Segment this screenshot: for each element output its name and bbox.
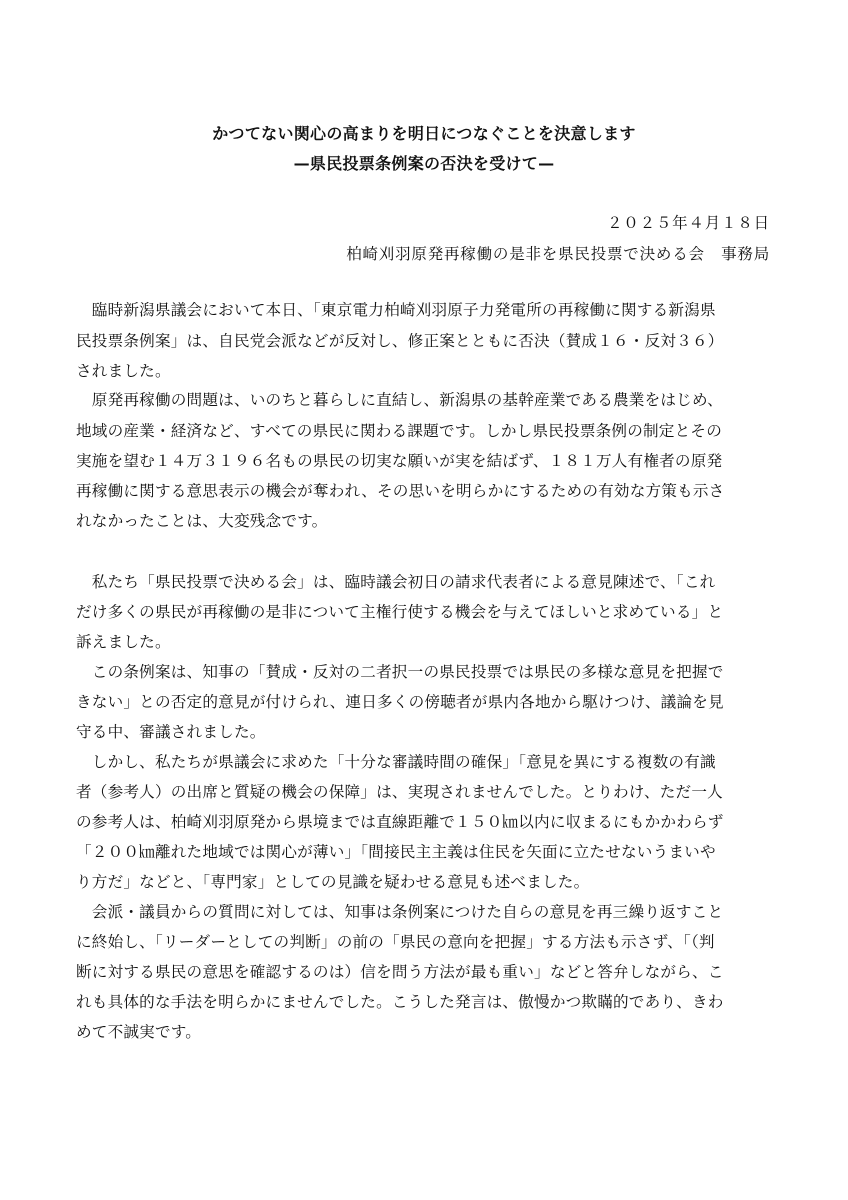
body-line: 地域の産業・経済など、すべての県民に関わる課題です。しかし県民投票条例の制定とその bbox=[76, 422, 722, 440]
body-line: 臨時新潟県議会において本日、「東京電力柏崎刈羽原子力発電所の再稼働に関する新潟県 bbox=[76, 301, 716, 319]
body-line: に終始し、「リーダーとしての判断」の前の「県民の意向を把握」する方法も示さず、「（判 bbox=[76, 933, 715, 951]
body-line: の参考人は、柏崎刈羽原発から県境までは直線距離で１５０㎞以内に収まるにもかかわらず bbox=[76, 813, 724, 831]
document-subtitle: —県民投票条例案の否決を受けて— bbox=[293, 154, 555, 173]
body-line: 守る中、審議されました。 bbox=[76, 723, 266, 741]
body-line: 訴えました。 bbox=[76, 633, 171, 651]
body-line: 断に対する県民の意思を確認するのは）信を問う方法が最も重い」などと答弁しながら、こ bbox=[76, 963, 724, 981]
body-line: 会派・議員からの質問に対しては、知事は条例案につけた自らの意見を再三繰り返すこと bbox=[76, 903, 724, 921]
document-date: ２０２５年４月１８日 bbox=[606, 214, 770, 232]
body-line: 再稼働に関する意思表示の機会が奪われ、その思いを明らかにするための有効な方策も示さ bbox=[76, 482, 725, 500]
body-line: 私たち「県民投票で決める会」は、臨時議会初日の請求代表者による意見陳述で、「これ bbox=[76, 573, 716, 591]
body-line: めて不誠実です。 bbox=[76, 1023, 202, 1041]
document-title: かつてない関心の高まりを明日につなぐことを決意します bbox=[212, 124, 636, 143]
body-line: れなかったことは、大変残念です。 bbox=[76, 512, 328, 530]
body-line: 者（参考人）の出席と質疑の機会の保障」は、実現されませんでした。とりわけ、ただ一人 bbox=[76, 783, 723, 801]
body-line: だけ多くの県民が再稼働の是非について主権行使する機会を与えてほしいと求めている」と bbox=[76, 603, 724, 621]
body-line: されました。 bbox=[76, 362, 171, 380]
body-line: この条例案は、知事の「賛成・反対の二者択一の県民投票では県民の多様な意見を把握で bbox=[76, 663, 724, 681]
document-author: 柏崎刈羽原発再稼働の是非を県民投票で決める会 事務局 bbox=[346, 245, 770, 263]
body-line: きない」との否定的意見が付けられ、連日多くの傍聴者が県内各地から駆けつけ、議論を見 bbox=[76, 693, 724, 711]
body-line: しかし、私たちが県議会に求めた「十分な審議時間の確保」「意見を異にする複数の有識 bbox=[76, 753, 716, 771]
body-line: り方だ」などと、「専門家」としての見識を疑わせる意見も述べました。 bbox=[76, 873, 590, 891]
body-line: 実施を望む１４万３１９６名もの県民の切実な願いが実を結ばず、１８１万人有権者の原発 bbox=[76, 452, 723, 470]
body-line: れも具体的な手法を明らかにませんでした。こうした発言は、傲慢かつ欺瞞的であり、きわ bbox=[76, 993, 724, 1011]
body-line: 民投票条例案」は、自民党会派などが反対し、修正案とともに否決（賛成１６・反対３６） bbox=[76, 332, 724, 350]
body-line: 「２００㎞離れた地域では関心が薄い」「間接民主主義は住民を矢面に立たせないうまいや bbox=[76, 843, 716, 861]
body-line: 原発再稼働の問題は、いのちと暮らしに直結し、新潟県の基幹産業である農業をはじめ、 bbox=[76, 391, 723, 409]
